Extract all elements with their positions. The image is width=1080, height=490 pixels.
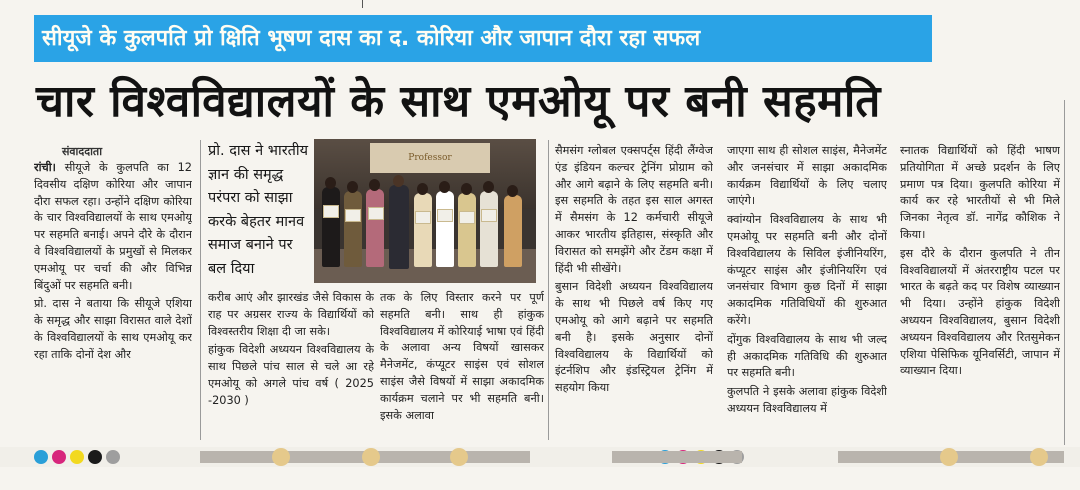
registration-bar	[612, 451, 742, 463]
pull-quote: प्रो. दास ने भारतीय ज्ञान की समृद्ध परंपरा को साझा करके बेहतर मानव समाज बनाने पर बल दिया	[208, 143, 309, 277]
registration-color-dot	[52, 450, 66, 464]
paragraph: दोंगुक विश्वविद्यालय के साथ भी जल्द ही अकादमिक गतिविधि की शुरुआत पर सहमति बनी।	[727, 332, 887, 380]
registration-mark	[450, 448, 468, 466]
headline: चार विश्वविद्यालयों के साथ एमओयू पर बनी सहमति	[36, 76, 881, 127]
paragraph: क्वांग्योन विश्वविद्यालय के साथ भी एमओयू पर सहमति बनी और दोनों विश्वविद्यालय के सिविल इंजीनियरिंग, कंप्यूटर साइंस और इंजीनियरिंग एवं जनसंचार विभाग कुछ दिनों में साझा अकादमिक गतिविधियों की शुरुआत करेंगे।	[727, 213, 887, 327]
paragraph: स्नातक विद्यार्थियों को हिंदी भाषण प्रतियोगिता में अच्छे प्रदर्शन के लिए प्रमाण पत्र दिया। कुलपति कोरिया में कार्य कर रहे भारतीयों से भी मिले जिनका नेतृत्व डॉ. नागेंद्र कौशिक ने किया।	[900, 144, 1060, 241]
paragraph: प्रो. दास ने बताया कि सीयूजे एशिया के समृद्ध और साझा विरासत वाले देशों के विश्वविद्यालयों के साथ एमओयू कर रहा ताकि दोनों देश और	[34, 297, 192, 361]
article-column-5	[727, 143, 887, 442]
article-column-3	[380, 290, 544, 442]
paragraph: सीयूजे के कुलपति का 12 दिवसीय दक्षिण कोरिया और जापान दौरा सफल रहा। उन्होंने दक्षिण कोरिया के चार विश्वविद्यालयों के साथ एमओयू पर सहमति बनाई। अपने दौरे के दौरान वे विश्वविद्यालयों के प्रमुखों से मिलकर एमओयू पर चर्चा की और विभिन्न बिंदुओं पर सहमति बनी।	[34, 161, 192, 292]
article-column-6	[900, 143, 1060, 442]
group-photo	[314, 139, 536, 283]
paragraph: कुलपति ने इसके अलावा हांकुक विदेशी अध्ययन विश्वविद्यालय में	[727, 385, 887, 415]
paragraph: हांकुक विदेशी अध्ययन विश्वविद्यालय के साथ पिछले पांच साल से चले आ रहे एमओयू को अगले पांच वर्ष ( 2025 -2030 )	[208, 343, 374, 407]
paragraph: जाएगा साथ ही सोशल साइंस, मैनेजमेंट और जनसंचार में साझा अकादमिक कार्यक्रम विद्यार्थियों के लिए चलाए जाएंगे।	[727, 144, 887, 208]
paragraph: बुसान विदेशी अध्ययन विश्वविद्यालय के साथ भी पिछले वर्ष किए गए एमओयू को आगे बढ़ाने पर सहमति बनी है। इसके अनुसार दोनों विश्वविद्यालय के विद्यार्थियों को इंटर्नशिप और इंडस्ट्रियल ट्रेनिंग में सहयोग किया	[555, 280, 713, 395]
registration-mark	[940, 448, 958, 466]
paragraph: सैमसंग ग्लोबल एक्सपर्ट्स हिंदी लैंग्वेज एंड इंडियन कल्चर ट्रेनिंग प्रोग्राम को और आगे बढ़ाने के लिए सहमति बनी। इस सहमति के तहत इस साल अगस्त में सैमसंग के 12 कर्मचारी सीयूजे आकर भारतीय इतिहास, संस्कृति और विरासत को समझेंगे और टेंडम कक्षा में हिंदी भी सीखेंगे।	[555, 144, 713, 275]
page-edge	[1064, 100, 1065, 445]
registration-mark	[272, 448, 290, 466]
photo-banner: Professor	[370, 143, 490, 173]
paragraph: तक के लिए विस्तार करने पर पूर्ण सहमति बनी। साथ ही हांकुक विश्वविद्यालय में कोरियाई भाषा एवं हिंदी के अलावा अन्य विषयों खासकर मैनेजमेंट, कंप्यूटर साइंस एवं सोशल साइंस जैसे विषयों में साझा अकादमिक कार्यक्रम चलाने पर भी सहमति बनी। इसके अलावा	[380, 291, 544, 422]
dateline: रांची।	[34, 161, 56, 174]
kicker-text: सीयूजे के कुलपति प्रो क्षिति भूषण दास का द. कोरिया और जापान दौरा रहा सफल	[42, 26, 701, 51]
article-column-4	[555, 143, 713, 442]
byline: संवाददाता	[62, 145, 103, 158]
registration-color-dot	[88, 450, 102, 464]
paragraph: करीब आएं और झारखंड जैसे विकास के राह पर अग्रसर राज्य के विद्यार्थियों को विश्वस्तरीय शिक्षा दी जा सके।	[208, 291, 374, 338]
column-divider	[548, 140, 549, 440]
column-divider	[200, 140, 201, 440]
article-column-1	[34, 160, 192, 442]
kicker-banner	[34, 15, 932, 62]
article-column-2	[208, 290, 374, 442]
registration-mark	[362, 448, 380, 466]
registration-color-dot	[70, 450, 84, 464]
registration-mark	[1030, 448, 1048, 466]
registration-color-dot	[34, 450, 48, 464]
registration-color-dot	[106, 450, 120, 464]
crop-mark	[362, 0, 363, 8]
paragraph: इस दौरे के दौरान कुलपति ने तीन विश्वविद्यालयों में अंतरराष्ट्रीय पटल पर भारत के बढ़ते कद पर विशेष व्याख्यान भी दिया। उन्होंने हांकुक विदेशी अध्ययन विश्वविद्यालय, बुसान विदेशी अध्ययन विश्वविद्यालय और रितसुमेकन एशिया पेसिफिक यूनिवर्सिटी, जापान में व्याख्यान दिया।	[900, 246, 1060, 378]
